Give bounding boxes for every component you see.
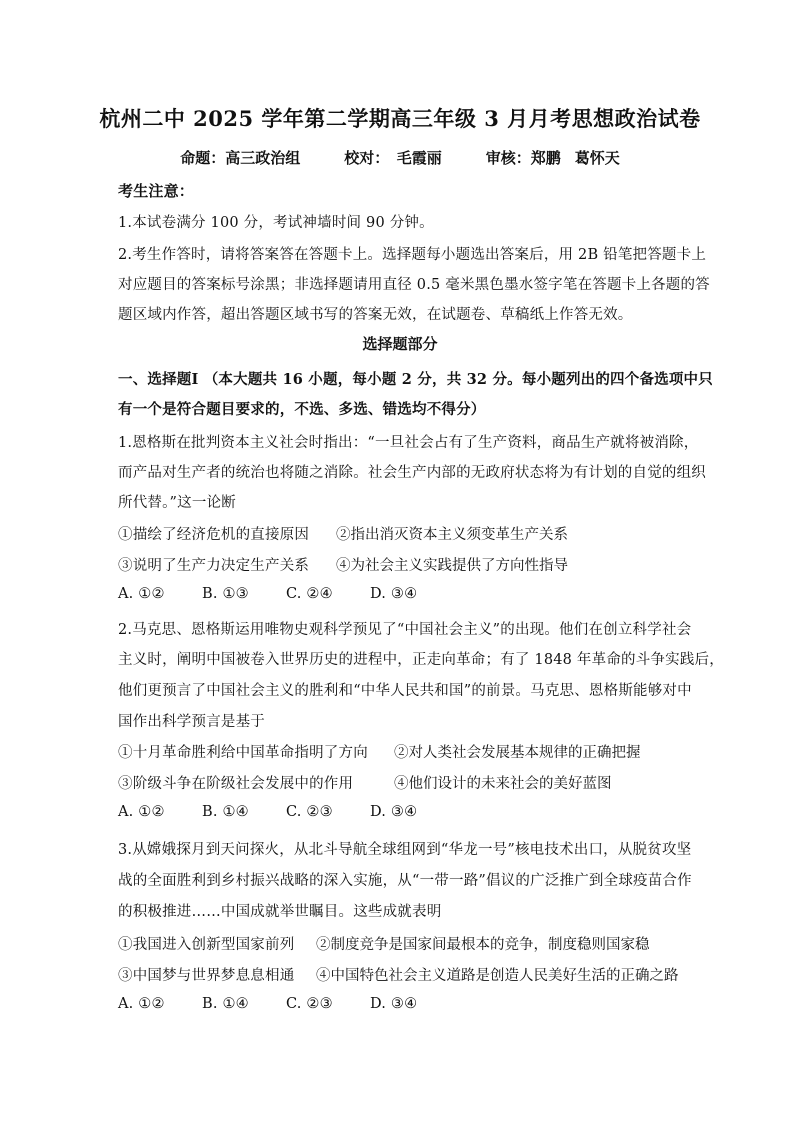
q1-answer-choices xyxy=(118,586,454,602)
q3-option-4: ④中国特色社会主义道路是创造人民美好生活的正确之路 xyxy=(316,968,679,984)
q2-answer-choices xyxy=(118,804,454,820)
q3-stem-line-2: 战的全面胜利到乡村振兴战略的深入实施，从“一带一路”倡议的广泛推广到全球疫苗合作 xyxy=(118,873,692,889)
q2-choice-b: B. ①④ xyxy=(202,804,249,820)
q3-option-2: ②制度竞争是国家间最根本的竞争，制度稳则国家稳 xyxy=(316,937,650,953)
proposer-label: 命题：高三政治组 xyxy=(180,149,301,167)
q2-choice-c: C. ②③ xyxy=(286,804,333,820)
q1-choice-a: A. ①② xyxy=(118,586,165,602)
notice-item-1: 1.本试卷满分 100 分，考试神墙时间 90 分钟。 xyxy=(118,215,434,231)
q2-stem-line-2: 主义时，阐明中国被卷入世界历史的进程中，正走向革命；有了 1848 年革命的斗争实践后， xyxy=(118,652,724,668)
q2-option-3: ③阶级斗争在阶级社会发展中的作用 xyxy=(118,776,354,792)
notice-item-2-line-3: 题区域内作答，超出答题区域书写的答案无效，在试题卷、草稿纸上作答无效。 xyxy=(118,307,633,323)
q3-answer-choices xyxy=(118,996,454,1012)
section-title: 选择题部分 xyxy=(362,335,438,353)
q1-option-3: ③说明了生产力决定生产关系 xyxy=(118,558,310,574)
q1-stem-line-2: 而产品对生产者的统治也将随之消除。社会生产内部的无政府状态将为有计划的自觉的组织 xyxy=(118,465,706,481)
section-intro-line-2: 有一个是符合题目要求的，不选、多选、错选均不得分） xyxy=(118,401,486,418)
q2-stem-line-4: 国作出科学预言是基于 xyxy=(118,714,265,730)
q1-stem-line-1: 1.恩格斯在批判资本主义社会时指出：“一旦社会占有了生产资料，商品生产就将被消除， xyxy=(118,435,699,451)
proofreader-label: 校对： 毛霞丽 xyxy=(344,149,442,167)
q1-option-4: ④为社会主义实践提供了方向性指导 xyxy=(336,558,568,574)
q3-option-1: ①我国进入创新型国家前列 xyxy=(118,937,295,953)
reviewer-second-name: 葛怀天 xyxy=(574,149,620,167)
q2-choice-d: D. ③④ xyxy=(370,804,418,820)
q1-option-1: ①描绘了经济危机的直接原因 xyxy=(118,527,310,543)
q3-stem-line-1: 3.从嫦娥探月到天问探火，从北斗导航全球组网到“华龙一号”核电技术出口，从脱贫攻坚 xyxy=(118,842,692,858)
q3-option-3: ③中国梦与世界梦息息相通 xyxy=(118,968,295,984)
q2-stem-line-1: 2.马克思、恩格斯运用唯物史观科学预见了“中国社会主义”的出现。他们在创立科学社会 xyxy=(118,622,692,638)
q1-choice-b: B. ①③ xyxy=(202,586,249,602)
q3-choice-a: A. ①② xyxy=(118,996,165,1012)
q2-stem-line-3: 他们更预言了中国社会主义的胜利和“中华人民共和国”的前景。马克思、恩格斯能够对中 xyxy=(118,683,692,699)
q3-choice-d: D. ③④ xyxy=(370,996,418,1012)
q2-choice-a: A. ①② xyxy=(118,804,165,820)
notice-heading: 考生注意： xyxy=(118,182,195,200)
section-intro-line-1: 一、选择题Ⅰ （本大题共 16 小题，每小题 2 分，共 32 分。每小题列出的四个备选项中只 xyxy=(118,371,713,388)
q2-option-4: ④他们设计的未来社会的美好蓝图 xyxy=(394,776,612,792)
q1-option-2: ②指出消灭资本主义须变革生产关系 xyxy=(336,527,568,543)
exam-credits xyxy=(0,147,800,168)
q3-choice-b: B. ①④ xyxy=(202,996,249,1012)
q1-stem-line-3: 所代替。”这一论断 xyxy=(118,495,236,511)
q2-option-1: ①十月革命胜利给中国革命指明了方向 xyxy=(118,745,368,761)
q3-stem-line-3: 的积极推进……中国成就举世瞩目。这些成就表明 xyxy=(118,904,442,920)
notice-item-2-line-2: 对应题目的答案标号涂黑；非选择题请用直径 0.5 毫米黑色墨水签字笔在答题卡上各题的答 xyxy=(118,277,710,293)
notice-item-2-line-1: 2.考生作答时，请将答案答在答题卡上。选择题每小题选出答案后，用 2B 铅笔把答题卡上 xyxy=(118,247,707,263)
exam-title: 杭州二中 2025 学年第二学期高三年级 3 月月考思想政治试卷 xyxy=(99,106,701,131)
q3-choice-c: C. ②③ xyxy=(286,996,333,1012)
q1-choice-d: D. ③④ xyxy=(370,586,418,602)
q2-option-2: ②对人类社会发展基本规律的正确把握 xyxy=(394,745,641,761)
q1-choice-c: C. ②④ xyxy=(286,586,333,602)
reviewer-label: 审核：郑鹏 xyxy=(485,149,561,167)
